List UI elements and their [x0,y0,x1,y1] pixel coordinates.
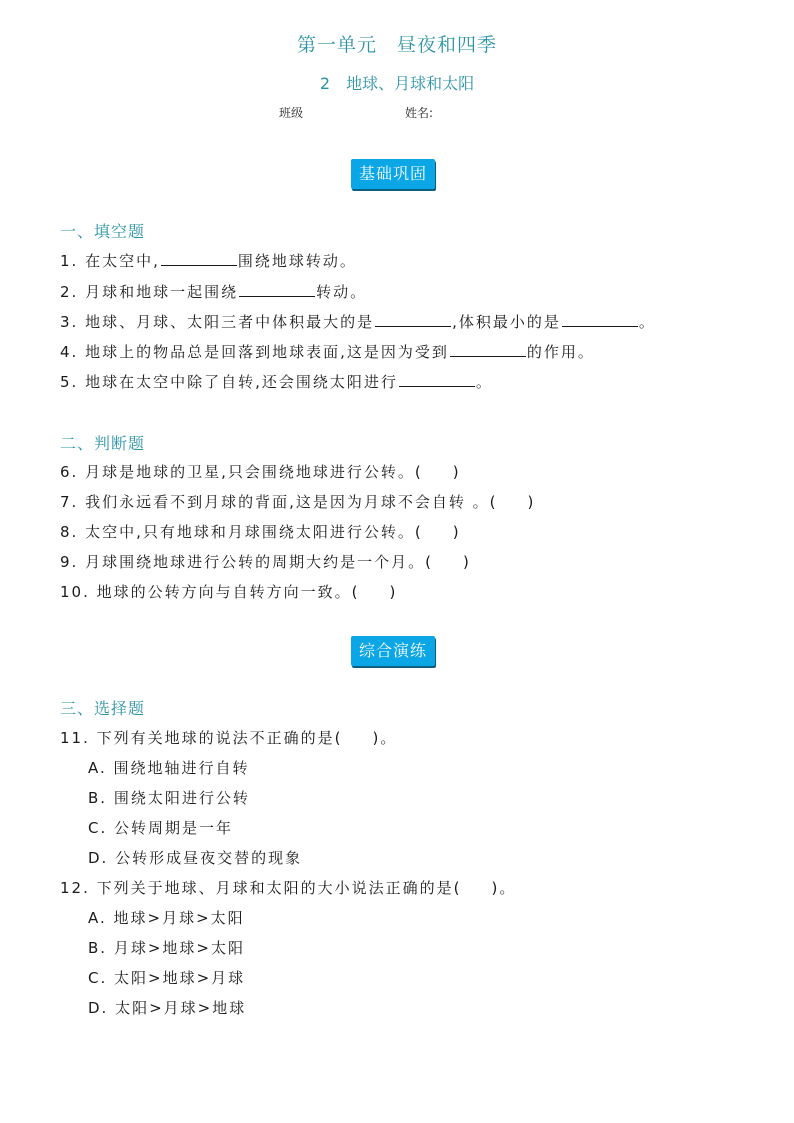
lesson-number: 2 [319,74,331,93]
lesson-name: 地球、月球和太阳 [346,74,475,93]
question-12: 12. 下列关于地球、月球和太阳的大小说法正确的是( )。 [60,879,517,897]
section-multiple-choice-heading: 三、选择题 [60,699,146,718]
question-3: 3. 地球、月球、太阳三者中体积最大的是 ,体积最小的是 。 [60,313,656,331]
q11-option-b[interactable]: B. 围绕太阳进行公转 [88,789,250,807]
section-fill-blank-heading: 一、填空题 [60,222,146,241]
q11-option-d[interactable]: D. 公转形成昼夜交替的现象 [88,849,303,867]
q12-option-a[interactable]: A. 地球>月球>太阳 [88,909,245,927]
q11-option-a[interactable]: A. 围绕地轴进行自转 [88,759,250,777]
unit-topic: 昼夜和四季 [397,34,498,56]
answer-blank[interactable] [375,312,451,327]
q11-option-c[interactable]: C. 公转周期是一年 [88,819,234,837]
answer-blank[interactable] [399,372,475,387]
question-7: 7. 我们永远看不到月球的背面,这是因为月球不会自转 。( ) [60,493,536,511]
section-true-false-heading: 二、判断题 [60,434,146,453]
question-6: 6. 月球是地球的卫星,只会围绕地球进行公转。( ) [60,463,461,481]
question-4: 4. 地球上的物品总是回落到地球表面,这是因为受到 的作用。 [60,343,595,361]
unit-title [0,30,794,57]
q12-option-b[interactable]: B. 月球>地球>太阳 [88,939,245,957]
badge-basic: 基础巩固 [351,159,435,189]
badge-comprehensive: 综合演练 [351,636,435,666]
answer-blank[interactable] [161,251,237,266]
question-2: 2. 月球和地球一起围绕 转动。 [60,283,368,301]
question-8: 8. 太空中,只有地球和月球围绕太阳进行公转。( ) [60,523,461,541]
question-1: 1. 在太空中, 围绕地球转动。 [60,252,357,270]
answer-blank[interactable] [450,342,526,357]
question-11: 11. 下列有关地球的说法不正确的是( )。 [60,729,398,747]
question-5: 5. 地球在太空中除了自转,还会围绕太阳进行 。 [60,373,493,391]
unit-label: 第一单元 [296,34,377,56]
q12-option-c[interactable]: C. 太阳>地球>月球 [88,969,246,987]
class-label: 班级 [279,106,304,120]
question-10: 10. 地球的公转方向与自转方向一致。( ) [60,583,398,601]
answer-blank[interactable] [562,312,638,327]
lesson-title [0,71,794,94]
question-9: 9. 月球围绕地球进行公转的周期大约是一个月。( ) [60,553,471,571]
name-label: 姓名: [405,106,434,120]
answer-blank[interactable] [239,282,315,297]
q12-option-d[interactable]: D. 太阳>月球>地球 [88,999,247,1017]
